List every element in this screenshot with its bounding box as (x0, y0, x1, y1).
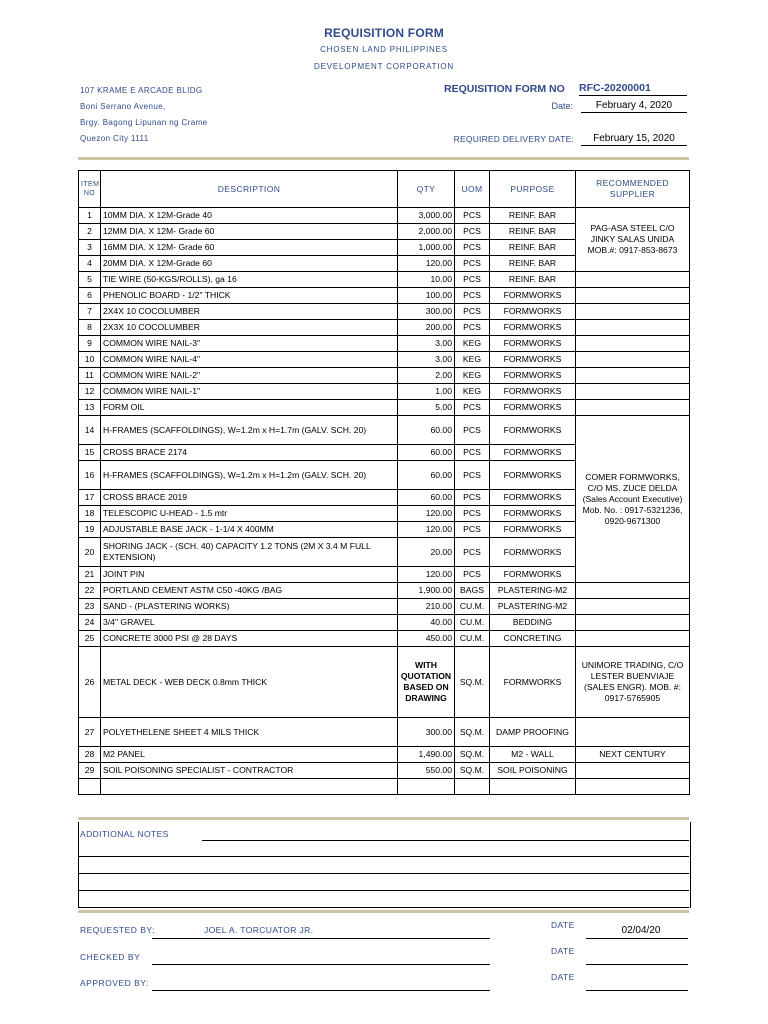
item-description: COMMON WIRE NAIL-3" (101, 336, 398, 352)
item-no: 9 (79, 336, 101, 352)
item-description: COMMON WIRE NAIL-1" (101, 384, 398, 400)
form-number-value[interactable]: RFC-20200001 (579, 82, 687, 96)
item-description: 10MM DIA. X 12M-Grade 40 (101, 208, 398, 224)
item-purpose: BEDDING (490, 615, 576, 631)
supplier-cell-empty (576, 304, 690, 320)
item-qty: 1,490.00 (398, 747, 455, 763)
item-qty: 1,900.00 (398, 583, 455, 599)
item-uom: PCS (455, 522, 490, 538)
form-title: REQUISITION FORM (324, 26, 444, 40)
item-no: 27 (79, 718, 101, 747)
item-purpose: REINF. BAR (490, 272, 576, 288)
item-description: ADJUSTABLE BASE JACK - 1-1/4 X 400MM (101, 522, 398, 538)
item-purpose: FORMWORKS (490, 538, 576, 567)
item-uom: PCS (455, 400, 490, 416)
item-qty: 10.00 (398, 272, 455, 288)
item-purpose: PLASTERING-M2 (490, 599, 576, 615)
item-qty: 3.00 (398, 352, 455, 368)
notes-divider (78, 817, 689, 820)
empty-cell (398, 779, 455, 795)
requested-date-line (586, 938, 688, 939)
item-uom: SQ.M. (455, 747, 490, 763)
item-purpose: FORMWORKS (490, 567, 576, 583)
item-uom: PCS (455, 320, 490, 336)
header-description: DESCRIPTION (101, 171, 398, 208)
table-row (79, 368, 690, 384)
notes-line (78, 873, 689, 874)
item-no: 14 (79, 416, 101, 445)
item-description: METAL DECK - WEB DECK 0.8mm THICK (101, 647, 398, 718)
item-uom: KEG (455, 384, 490, 400)
company-name-line1: CHOSEN LAND PHILIPPINES (320, 45, 448, 54)
item-purpose: PLASTERING-M2 (490, 583, 576, 599)
item-description: COMMON WIRE NAIL-2" (101, 368, 398, 384)
item-purpose: FORMWORKS (490, 416, 576, 445)
checked-by-line[interactable] (152, 964, 490, 965)
supplier-cell-empty (576, 615, 690, 631)
item-qty: 3,000.00 (398, 208, 455, 224)
requested-date-value[interactable]: 02/04/20 (621, 925, 661, 936)
item-qty: 2.00 (398, 368, 455, 384)
item-uom: PCS (455, 445, 490, 461)
item-description: JOINT PIN (101, 567, 398, 583)
empty-cell (79, 779, 101, 795)
item-description: H-FRAMES (SCAFFOLDINGS), W=1.2m x H=1.2m (GALV. SCH. 20) (101, 461, 398, 490)
item-no: 19 (79, 522, 101, 538)
item-uom: PCS (455, 416, 490, 445)
item-description: POLYETHELENE SHEET 4 MILS THICK (101, 718, 398, 747)
item-qty: 3.00 (398, 336, 455, 352)
item-uom: PCS (455, 538, 490, 567)
item-no: 29 (79, 763, 101, 779)
delivery-date-label: REQUIRED DELIVERY DATE: (453, 134, 574, 144)
item-no: 4 (79, 256, 101, 272)
item-qty: 60.00 (398, 461, 455, 490)
item-qty: 60.00 (398, 416, 455, 445)
empty-cell (101, 779, 398, 795)
item-purpose: CONCRETING (490, 631, 576, 647)
date-label: Date: (551, 101, 573, 111)
item-qty: 210.00 (398, 599, 455, 615)
item-uom: PCS (455, 208, 490, 224)
supplier-cell-empty (576, 400, 690, 416)
table-row (79, 747, 690, 763)
item-description: TIE WIRE (50-KGS/ROLLS), ga 16 (101, 272, 398, 288)
item-uom: PCS (455, 224, 490, 240)
supplier-cell-empty (576, 384, 690, 400)
item-uom: CU.M. (455, 631, 490, 647)
item-uom: PCS (455, 256, 490, 272)
item-qty: 450.00 (398, 631, 455, 647)
address-line-4: Quezon City 1111 (80, 134, 149, 143)
item-purpose: REINF. BAR (490, 208, 576, 224)
supplier-cell-empty (576, 583, 690, 599)
supplier-cell-empty (576, 320, 690, 336)
item-uom: KEG (455, 352, 490, 368)
notes-line (78, 890, 689, 891)
requisition-table (78, 170, 690, 795)
supplier-cell: NEXT CENTURY (576, 747, 690, 763)
item-purpose: SOIL POISONING (490, 763, 576, 779)
item-purpose: FORMWORKS (490, 368, 576, 384)
approved-by-line[interactable] (152, 990, 490, 991)
item-no: 3 (79, 240, 101, 256)
header-purpose: PURPOSE (490, 171, 576, 208)
item-uom: PCS (455, 272, 490, 288)
item-uom: SQ.M. (455, 763, 490, 779)
header-supplier: RECOMMENDED SUPPLIER (576, 171, 690, 208)
supplier-cell: PAG-ASA STEEL C/O JINKY SALAS UNIDA MOB.#: 0917-853-8673 (576, 208, 690, 272)
item-uom: PCS (455, 490, 490, 506)
item-qty: 120.00 (398, 522, 455, 538)
item-no: 10 (79, 352, 101, 368)
form-number-label: REQUISITION FORM NO (444, 83, 565, 95)
item-qty: 200.00 (398, 320, 455, 336)
item-purpose: FORMWORKS (490, 522, 576, 538)
item-uom: CU.M. (455, 615, 490, 631)
item-uom: SQ.M. (455, 718, 490, 747)
header-divider (78, 157, 689, 160)
item-purpose: FORMWORKS (490, 384, 576, 400)
item-description: 12MM DIA. X 12M- Grade 60 (101, 224, 398, 240)
supplier-cell-empty (576, 352, 690, 368)
item-uom: PCS (455, 506, 490, 522)
item-uom: CU.M. (455, 599, 490, 615)
item-no: 23 (79, 599, 101, 615)
item-no: 5 (79, 272, 101, 288)
table-row (79, 208, 690, 224)
item-purpose: DAMP PROOFING (490, 718, 576, 747)
item-no: 24 (79, 615, 101, 631)
approved-date-line[interactable] (586, 990, 688, 991)
item-purpose: FORMWORKS (490, 288, 576, 304)
item-description: FORM OIL (101, 400, 398, 416)
item-description: TELESCOPIC U-HEAD - 1.5 mtr (101, 506, 398, 522)
checked-date-label: DATE (551, 946, 575, 956)
item-description: 2X4X 10 COCOLUMBER (101, 304, 398, 320)
item-uom: PCS (455, 567, 490, 583)
notes-label: ADDITIONAL NOTES (80, 829, 169, 839)
item-description: CONCRETE 3000 PSI @ 28 DAYS (101, 631, 398, 647)
requested-date-label: DATE (551, 920, 575, 930)
item-no: 25 (79, 631, 101, 647)
approved-date-label: DATE (551, 972, 575, 982)
table-row (79, 416, 690, 445)
table-header-row (79, 171, 690, 208)
item-description: SOIL POISONING SPECIALIST - CONTRACTOR (101, 763, 398, 779)
item-qty: 1,000.00 (398, 240, 455, 256)
item-qty: 300.00 (398, 304, 455, 320)
item-purpose: REINF. BAR (490, 224, 576, 240)
item-qty: WITH QUOTATION BASED ON DRAWING (398, 647, 455, 718)
header-qty: QTY (398, 171, 455, 208)
item-description: CROSS BRACE 2174 (101, 445, 398, 461)
item-no: 15 (79, 445, 101, 461)
item-no: 2 (79, 224, 101, 240)
item-no: 28 (79, 747, 101, 763)
item-description: 2X3X 10 COCOLUMBER (101, 320, 398, 336)
item-description: 20MM DIA. X 12M-Grade 60 (101, 256, 398, 272)
notes-line (78, 856, 689, 857)
supplier-cell-empty (576, 336, 690, 352)
supplier-cell: COMER FORMWORKS, C/O MS. ZUCE DELDA (Sales Account Executive) Mob. No. : 0917-5321236, 0920-9671300 (576, 416, 690, 583)
supplier-cell-empty (576, 763, 690, 779)
item-description: 3/4" GRAVEL (101, 615, 398, 631)
table-row (79, 304, 690, 320)
item-uom: PCS (455, 304, 490, 320)
item-description: PORTLAND CEMENT ASTM C50 -40KG /BAG (101, 583, 398, 599)
item-uom: SQ.M. (455, 647, 490, 718)
item-description: COMMON WIRE NAIL-4" (101, 352, 398, 368)
table-row (79, 400, 690, 416)
item-description: SAND - (PLASTERING WORKS) (101, 599, 398, 615)
signature-divider (78, 910, 689, 913)
table-row (79, 384, 690, 400)
table-row (79, 631, 690, 647)
item-description: H-FRAMES (SCAFFOLDINGS), W=1.2m x H=1.7m (GALV. SCH. 20) (101, 416, 398, 445)
item-no: 20 (79, 538, 101, 567)
notes-box[interactable] (78, 822, 691, 908)
item-qty: 60.00 (398, 490, 455, 506)
empty-cell (576, 779, 690, 795)
address-line-1: 107 KRAME E ARCADE BLIDG (80, 86, 203, 95)
item-no: 16 (79, 461, 101, 490)
item-description: SHORING JACK - (SCH. 40) CAPACITY 1.2 TONS (2M X 3.4 M FULL EXTENSION) (101, 538, 398, 567)
table-row (79, 763, 690, 779)
item-no: 11 (79, 368, 101, 384)
item-no: 13 (79, 400, 101, 416)
item-uom: BAGS (455, 583, 490, 599)
item-qty: 5.00 (398, 400, 455, 416)
header-item-no: ITEM NO (79, 171, 101, 208)
item-qty: 300.00 (398, 718, 455, 747)
item-description: PHENOLIC BOARD - 1/2" THICK (101, 288, 398, 304)
empty-cell (490, 779, 576, 795)
item-purpose: REINF. BAR (490, 240, 576, 256)
item-description: 16MM DIA. X 12M- Grade 60 (101, 240, 398, 256)
supplier-cell-empty (576, 272, 690, 288)
item-purpose: FORMWORKS (490, 506, 576, 522)
item-uom: PCS (455, 288, 490, 304)
item-purpose: FORMWORKS (490, 490, 576, 506)
table-row (79, 320, 690, 336)
item-no: 22 (79, 583, 101, 599)
table-row-empty (79, 779, 690, 795)
item-no: 7 (79, 304, 101, 320)
item-uom: PCS (455, 240, 490, 256)
item-no: 6 (79, 288, 101, 304)
checked-by-label: CHECKED BY (80, 952, 141, 962)
item-qty: 120.00 (398, 506, 455, 522)
item-qty: 20.00 (398, 538, 455, 567)
item-qty: 120.00 (398, 256, 455, 272)
supplier-cell-empty (576, 718, 690, 747)
supplier-cell-empty (576, 288, 690, 304)
item-purpose: FORMWORKS (490, 352, 576, 368)
table-row (79, 599, 690, 615)
item-no: 12 (79, 384, 101, 400)
item-qty: 1.00 (398, 384, 455, 400)
supplier-cell-empty (576, 599, 690, 615)
supplier-cell-empty (576, 631, 690, 647)
date-value[interactable]: February 4, 2020 (581, 100, 687, 113)
item-qty: 100.00 (398, 288, 455, 304)
requested-by-line (152, 938, 490, 939)
item-purpose: FORMWORKS (490, 336, 576, 352)
item-no: 18 (79, 506, 101, 522)
item-qty: 2,000.00 (398, 224, 455, 240)
table-row (79, 583, 690, 599)
notes-line (202, 840, 689, 841)
table-row (79, 647, 690, 718)
table-row (79, 336, 690, 352)
item-description: M2 PANEL (101, 747, 398, 763)
item-purpose: FORMWORKS (490, 320, 576, 336)
company-name-line2: DEVELOPMENT CORPORATION (314, 62, 454, 71)
table-row (79, 352, 690, 368)
item-description: CROSS BRACE 2019 (101, 490, 398, 506)
item-qty: 60.00 (398, 445, 455, 461)
item-no: 26 (79, 647, 101, 718)
item-purpose: M2 - WALL (490, 747, 576, 763)
address-line-2: Boni Serrano Avenue, (80, 102, 166, 111)
item-qty: 550.00 (398, 763, 455, 779)
address-line-3: Brgy. Bagong Lipunan ng Crame (80, 118, 208, 127)
table-row (79, 288, 690, 304)
empty-cell (455, 779, 490, 795)
item-qty: 120.00 (398, 567, 455, 583)
item-purpose: FORMWORKS (490, 445, 576, 461)
item-purpose: REINF. BAR (490, 256, 576, 272)
item-uom: PCS (455, 461, 490, 490)
table-row (79, 718, 690, 747)
requested-by-name[interactable]: JOEL A. TORCUATOR JR. (204, 925, 314, 935)
item-uom: KEG (455, 336, 490, 352)
approved-by-label: APPROVED BY: (80, 978, 149, 988)
table-row (79, 615, 690, 631)
item-purpose: FORMWORKS (490, 461, 576, 490)
checked-date-line[interactable] (586, 964, 688, 965)
delivery-date-value[interactable]: February 15, 2020 (581, 133, 687, 146)
table-row (79, 272, 690, 288)
requested-by-label: REQUESTED BY: (80, 925, 155, 935)
item-purpose: FORMWORKS (490, 647, 576, 718)
item-no: 21 (79, 567, 101, 583)
item-purpose: FORMWORKS (490, 304, 576, 320)
supplier-cell: UNIMORE TRADING, C/O LESTER BUENVIAJE (SALES ENGR). MOB. #: 0917-5765905 (576, 647, 690, 718)
item-qty: 40.00 (398, 615, 455, 631)
notes-line (78, 907, 689, 908)
item-uom: KEG (455, 368, 490, 384)
header-uom: UOM (455, 171, 490, 208)
item-no: 1 (79, 208, 101, 224)
item-no: 8 (79, 320, 101, 336)
item-no: 17 (79, 490, 101, 506)
item-purpose: FORMWORKS (490, 400, 576, 416)
supplier-cell-empty (576, 368, 690, 384)
